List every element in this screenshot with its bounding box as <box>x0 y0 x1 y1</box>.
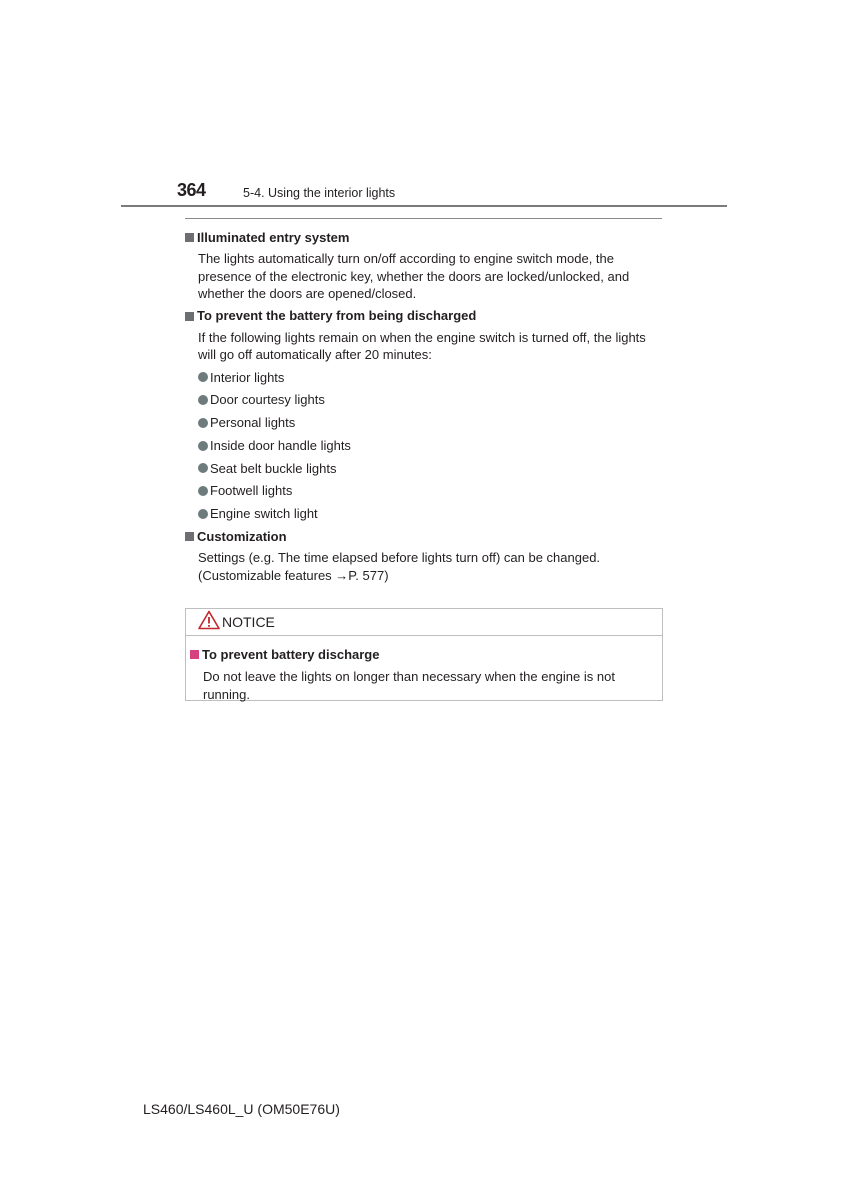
header-rule <box>121 205 727 207</box>
square-bullet-icon <box>185 532 194 541</box>
circle-bullet-icon <box>198 395 208 405</box>
list-item <box>198 437 662 455</box>
lights-list <box>198 369 662 523</box>
circle-bullet-icon <box>198 509 208 519</box>
circle-bullet-icon <box>198 441 208 451</box>
section-heading-text: Customization <box>197 528 287 544</box>
section-prevent-discharge <box>185 308 662 523</box>
cross-reference-link[interactable]: (Customizable features →P. 577) <box>198 567 389 583</box>
list-item <box>198 414 662 432</box>
section-paragraph: The lights automatically turn on/off according to engine switch mode, the presence of the electronic key, whether the doors are locked/unlocked, and whether the doors are opened/closed. <box>198 251 630 301</box>
section-heading <box>185 528 662 545</box>
section-heading <box>185 229 662 246</box>
section-heading-text: To prevent the battery from being discharged <box>197 308 477 324</box>
section-heading <box>185 308 662 325</box>
list-item <box>198 460 662 478</box>
notice-header <box>186 609 662 636</box>
section-paragraph: If the following lights remain on when the engine switch is turned off, the lights will go off automatically after 20 minutes: <box>198 329 646 362</box>
section-paragraph: Settings (e.g. The time elapsed before lights turn off) can be changed. <box>198 550 601 566</box>
warning-triangle-icon <box>198 610 220 635</box>
notice-body <box>186 636 662 703</box>
list-item-text: Interior lights <box>210 369 285 385</box>
list-item <box>198 505 662 523</box>
square-bullet-icon <box>190 650 199 659</box>
circle-bullet-icon <box>198 418 208 428</box>
list-item <box>198 391 662 409</box>
section-title: 5-4. Using the interior lights <box>243 186 396 200</box>
list-item-text: Personal lights <box>210 415 296 431</box>
notice-heading <box>190 646 662 663</box>
notice-paragraph: Do not leave the lights on longer than necessary when the engine is not running. <box>203 669 615 702</box>
main-content <box>185 229 662 589</box>
list-item-text: Footwell lights <box>210 483 293 499</box>
square-bullet-icon <box>185 233 194 242</box>
list-item <box>198 369 662 387</box>
circle-bullet-icon <box>198 372 208 382</box>
list-item-text: Door courtesy lights <box>210 392 325 408</box>
notice-heading-text: To prevent battery discharge <box>202 646 380 662</box>
notice-box <box>185 608 663 701</box>
list-item-text: Engine switch light <box>210 506 318 522</box>
circle-bullet-icon <box>198 463 208 473</box>
list-item-text: Seat belt buckle lights <box>210 460 337 476</box>
list-item <box>198 482 662 500</box>
section-customization <box>185 528 662 584</box>
circle-bullet-icon <box>198 486 208 496</box>
footer-model-code: LS460/LS460L_U (OM50E76U) <box>143 1101 340 1117</box>
content-top-rule <box>185 218 662 219</box>
page-number: 364 <box>177 180 206 200</box>
notice-label: NOTICE <box>222 614 275 630</box>
list-item-text: Inside door handle lights <box>210 437 351 453</box>
section-illuminated-entry <box>185 229 662 303</box>
section-heading-text: Illuminated entry system <box>197 229 350 245</box>
square-bullet-icon <box>185 312 194 321</box>
